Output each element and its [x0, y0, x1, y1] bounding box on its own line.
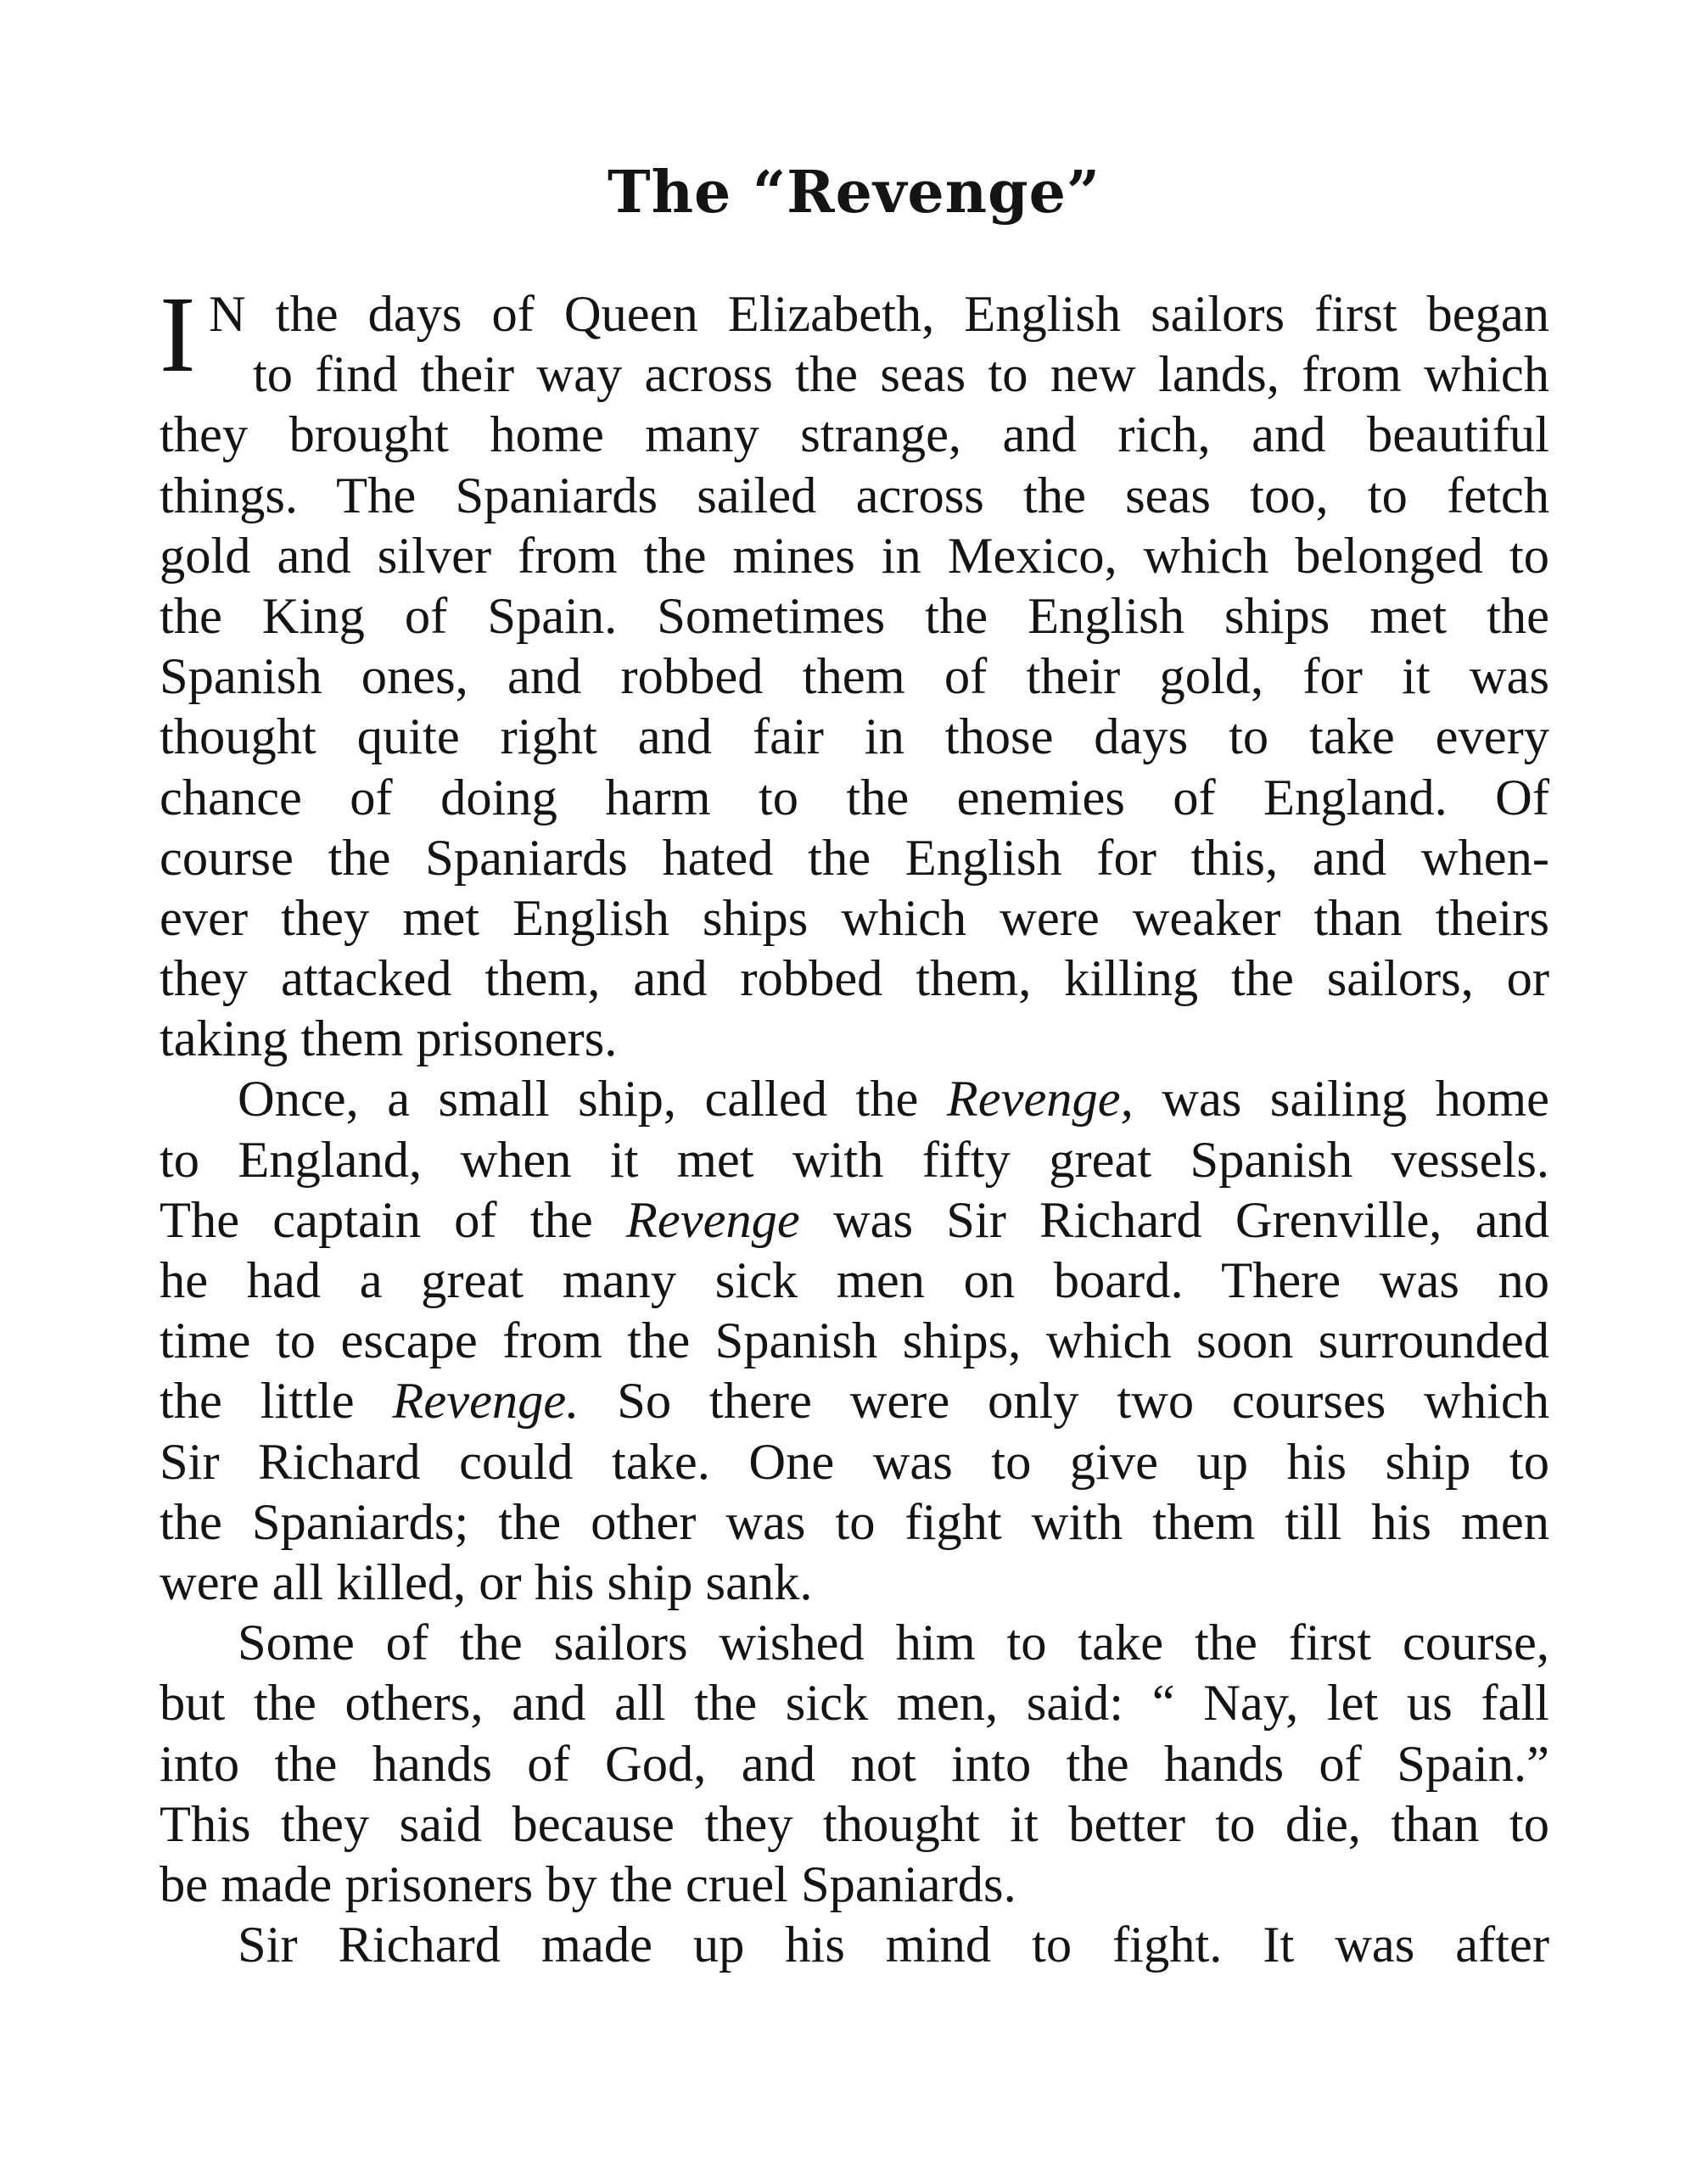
text-line: gold and silver from the mines in Mexico, which belonged to [160, 527, 1549, 585]
text-line: thought quite right and fair in those days to take every [160, 708, 1549, 766]
text-line: ever they met English ships which were weaker than theirs [160, 889, 1549, 947]
text-line: were all killed, or his ship sank. [160, 1553, 813, 1611]
text-line: Once, a small ship, called the Revenge, was sailing home [238, 1071, 1550, 1128]
text-line: taking them prisoners. [160, 1010, 618, 1068]
text-line: time to escape from the Spanish ships, which soon surrounded [160, 1312, 1549, 1370]
text-line: N the days of Queen Elizabeth, English sailors first began [209, 286, 1549, 343]
text-line: Spanish ones, and robbed them of their gold, for it was [160, 648, 1549, 706]
text-line: but the others, and all the sick men, said: “ Nay, let us fall [160, 1675, 1549, 1732]
page-title: The “Revenge” [607, 159, 1100, 227]
text-line: into the hands of God, and not into the hands of Spain.” [160, 1735, 1549, 1793]
text-line: the little Revenge. So there were only two courses which [160, 1373, 1549, 1430]
text-line: he had a great many sick men on board. There was no [160, 1252, 1549, 1309]
text-line: they brought home many strange, and rich, and beautiful [160, 406, 1549, 464]
text-line: course the Spaniards hated the English for this, and when- [160, 829, 1549, 887]
text-line: they attacked them, and robbed them, killing the sailors, or [160, 950, 1549, 1008]
text-line: things. The Spaniards sailed across the seas too, to fetch [160, 467, 1549, 524]
story-text [160, 274, 1550, 1975]
text-line: to find their way across the seas to new lands, from which [253, 346, 1549, 404]
text-line: be made prisoners by the cruel Spaniards. [160, 1855, 1016, 1913]
text-line: This they said because they thought it better to die, than to [160, 1795, 1549, 1853]
text-line: the Spaniards; the other was to fight with them till his men [160, 1493, 1549, 1551]
drop-cap: I [160, 274, 196, 395]
text-line: Sir Richard could take. One was to give up his ship to [160, 1433, 1549, 1491]
text-line: Sir Richard made up his mind to fight. It was after [238, 1917, 1549, 1974]
text-line: to England, when it met with fifty great Spanish vessels. [160, 1131, 1549, 1189]
text-line: The captain of the Revenge was Sir Richard Grenville, and [160, 1191, 1550, 1249]
text-line: Some of the sailors wished him to take the first course, [238, 1615, 1549, 1672]
text-line: the King of Spain. Sometimes the English ships met the [160, 587, 1549, 645]
text-line: chance of doing harm to the enemies of England. Of [160, 769, 1549, 826]
